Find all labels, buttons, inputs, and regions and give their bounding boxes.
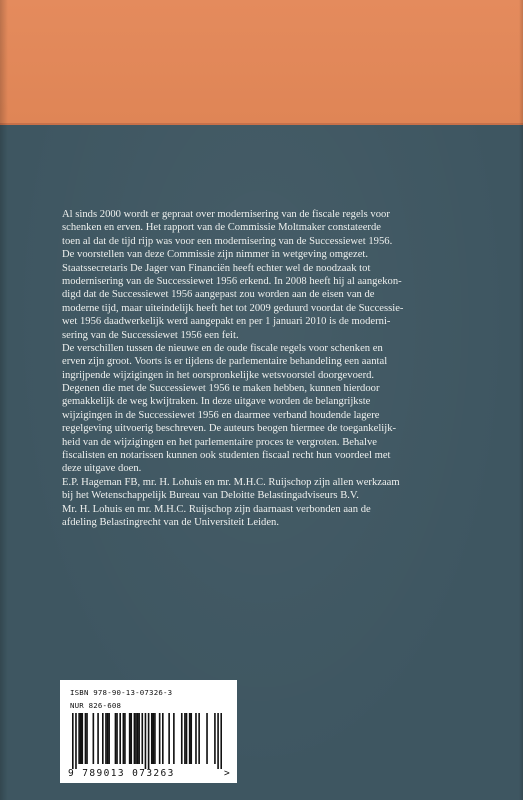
barcode-bar <box>85 713 87 764</box>
back-cover-blurb <box>62 208 472 529</box>
barcode-bar <box>78 713 80 764</box>
barcode-bar <box>119 713 121 764</box>
barcode-label <box>60 680 237 783</box>
blurb-line: bij het Wetenschappelijk Bureau van Deloitte Belastingadviseurs B.V. <box>62 490 359 502</box>
barcode-bar <box>124 713 126 764</box>
blurb-line: moderne tijd, maar uiteindelijk heeft het tot 2009 geduurd voordat de Successie- <box>62 302 404 314</box>
barcode-bar <box>184 713 186 764</box>
blurb-line: sering van de Successiewet 1956 een feit. <box>62 329 239 341</box>
barcode-bar <box>86 713 88 764</box>
blurb-line: E.P. Hageman FB, mr. H. Lohuis en mr. M.H.C. Ruijschop zijn allen werkzaam <box>62 476 400 488</box>
blurb-line: fiscalisten en notarissen kunnen ook studenten fiscaal recht hun voordeel met <box>62 450 391 462</box>
blurb-line: deze uitgave doen. <box>62 463 142 475</box>
barcode-bar <box>81 713 83 764</box>
blurb-line: De verschillen tussen de nieuwe en de oude fiscale regels voor schenken en <box>62 342 383 354</box>
barcode-bar <box>159 713 161 764</box>
blurb-line: toen al dat de tijd rijp was voor een modernisering van de Successiewet 1956. <box>62 235 393 247</box>
barcode-bar <box>173 713 175 764</box>
barcode-bar <box>153 713 155 764</box>
barcode-bar <box>148 713 150 769</box>
barcode-bar <box>186 713 188 764</box>
barcode-bar <box>80 713 82 764</box>
barcode-bar <box>217 713 219 769</box>
blurb-line: Al sinds 2000 wordt er gepraat over modernisering van de fiscale regels voor <box>62 209 390 220</box>
blurb-line: modernisering van de Successiewet 1956 erkend. In 2008 heeft hij al aangekon- <box>62 275 402 287</box>
barcode-bar <box>107 713 109 764</box>
isbn-text: ISBN 978-90-13-07326-3 <box>70 688 173 697</box>
barcode-bar <box>115 713 117 764</box>
barcode-bar <box>105 713 107 764</box>
barcode-bar <box>141 713 143 764</box>
barcode-bar <box>195 713 197 764</box>
barcode-quiet-zone-mark: > <box>224 768 230 779</box>
blurb-line: wijzigingen in de Successiewet 1956 en daarmee verband houdende lagere <box>62 409 380 421</box>
barcode-bar <box>168 713 170 764</box>
barcode-bar <box>220 713 222 769</box>
barcode-bar <box>190 713 192 764</box>
barcode-bar <box>123 713 125 764</box>
blurb-line: heid van de wijzigingen en het parlementaire proces te vergroten. Behalve <box>62 436 377 448</box>
barcode-bar <box>135 713 137 764</box>
barcode-bar <box>206 713 208 764</box>
blurb-line: erven zijn groot. Voorts is er tijdens de parlementaire behandeling een aantal <box>62 356 388 368</box>
blurb-line: Degenen die met de Successiewet 1956 te maken hebben, kunnen hierdoor <box>62 383 380 395</box>
barcode-bar <box>181 713 183 764</box>
barcode-bar <box>145 713 147 769</box>
blurb-line: Mr. H. Lohuis en mr. M.H.C. Ruijschop zijn daarnaast verbonden aan de <box>62 503 371 515</box>
blurb-line: schenken en erven. Het rapport van de Commissie Moltmaker constateerde <box>62 222 381 234</box>
blurb-line: wet 1956 daadwerkelijk werd aangepakt en per 1 januari 2010 is de moderni- <box>62 316 391 328</box>
barcode-bar <box>162 713 164 764</box>
barcode-bar <box>154 713 156 764</box>
barcode-bar <box>130 713 132 764</box>
blurb-line: De voorstellen van deze Commissie zijn nimmer in wetgeving omgezet. <box>62 249 369 261</box>
barcode-bar <box>138 713 140 764</box>
nur-text: NUR 826-608 <box>70 701 122 710</box>
barcode-bar <box>151 713 153 764</box>
barcode-bar <box>137 713 139 764</box>
blurb-line: gemakkelijk de weg kwijtraken. In deze uitgave worden de belangrijkste <box>62 396 371 408</box>
top-color-band <box>0 0 523 125</box>
barcode-bar <box>129 713 131 764</box>
barcode-digits: 9 789013 073263 <box>68 768 175 779</box>
barcode-bar <box>102 713 104 764</box>
blurb-line: digd dat de Successiewet 1956 aangepast zou worden aan de eisen van de <box>62 289 375 301</box>
cover-edge <box>519 0 523 800</box>
spine-shadow <box>0 0 8 800</box>
blurb-line: afdeling Belastingrecht van de Universiteit Leiden. <box>62 516 280 528</box>
barcode-bar <box>97 713 99 764</box>
blurb-line: regelgeving uitvoerig beschreven. De auteurs beogen hiermee de toegankelijk- <box>62 423 397 435</box>
barcode-bar <box>214 713 216 764</box>
barcode-bar <box>189 713 191 764</box>
ean-barcode <box>72 713 222 769</box>
barcode-bar <box>72 713 74 769</box>
barcode-bar <box>75 713 77 769</box>
barcode-bar <box>108 713 110 764</box>
blurb-line: Staatssecretaris De Jager van Financiën heeft echter wel de noodzaak tot <box>62 262 371 274</box>
barcode-bar <box>198 713 200 764</box>
barcode-bar <box>116 713 118 764</box>
blurb-line: ingrijpende wijzigingen in het oorspronkelijke wetsvoorstel doorgevoerd. <box>62 369 375 381</box>
barcode-bar <box>93 713 95 764</box>
barcode-bar <box>134 713 136 764</box>
